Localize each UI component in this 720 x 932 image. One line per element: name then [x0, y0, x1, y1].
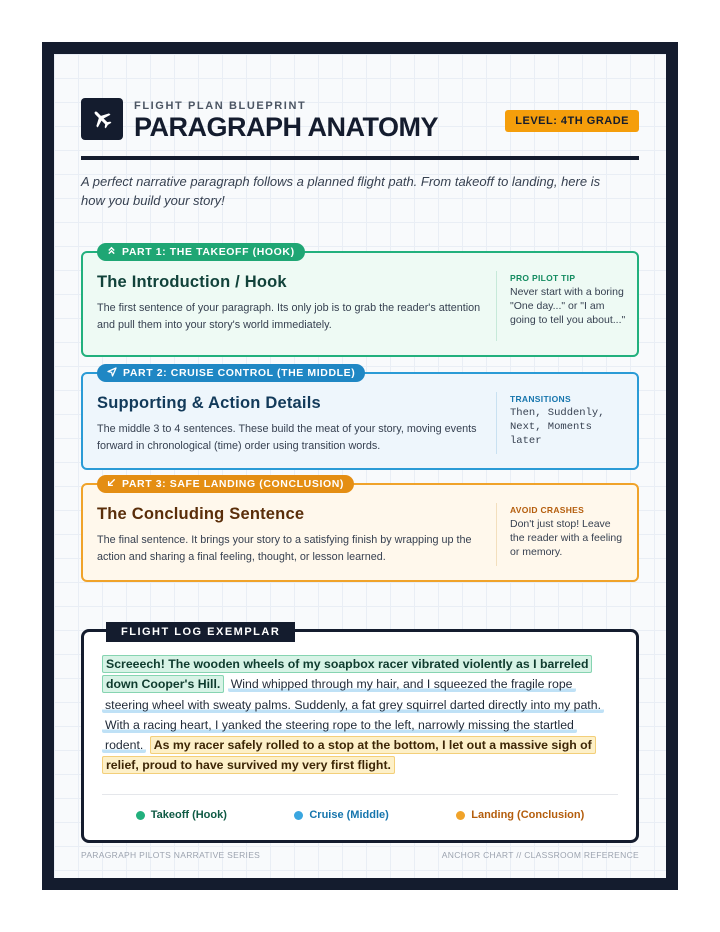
part-tag-label: PART 1: THE TAKEOFF (HOOK) — [122, 246, 295, 258]
flight-log-exemplar — [81, 626, 639, 843]
footer-left: PARAGRAPH PILOTS NARRATIVE SERIES — [81, 850, 261, 860]
hook-sentence: Screeech! The wooden wheels of my soapbox racer vibrated violently as I barreled down Cooper's Hill. — [102, 655, 592, 693]
legend-item-landing — [456, 809, 584, 821]
part-heading: Supporting & Action Details — [97, 394, 321, 412]
sidebar-body: Don't just stop! Leave the reader with a feeling or memory. — [510, 518, 623, 558]
part-heading: The Concluding Sentence — [97, 505, 305, 523]
chevrons-up-icon — [107, 246, 116, 258]
part-card-cruise — [81, 367, 639, 470]
part-sidebar — [496, 503, 626, 566]
airplane-icon — [81, 98, 123, 140]
part-heading: The Introduction / Hook — [97, 273, 287, 291]
legend-dot — [136, 811, 145, 820]
part-card-landing — [81, 478, 639, 582]
level-badge: LEVEL: 4TH GRADE — [505, 110, 639, 132]
navigation-arrow-icon — [107, 367, 117, 380]
part-tag-cruise — [97, 364, 365, 382]
exemplar-legend — [102, 794, 618, 821]
part-tag-label: PART 3: SAFE LANDING (CONCLUSION) — [122, 478, 345, 490]
legend-item-takeoff — [136, 809, 227, 821]
part-tag-takeoff — [97, 243, 305, 261]
exemplar-paragraph — [102, 654, 618, 776]
part-card-takeoff — [81, 246, 639, 357]
part-body: The first sentence of your paragraph. Its only job is to grab the reader's attention and pull them into your story's world immediately. — [97, 302, 481, 331]
intro-text: A perfect narrative paragraph follows a planned flight path. From takeoff to landing, here is how you build your story! — [81, 174, 601, 208]
legend-label: Landing (Conclusion) — [471, 809, 585, 821]
landing-sentence: As my racer safely rolled to a stop at the bottom, I let out a massive sigh of relief, proud to have survived my very first flight. — [102, 736, 596, 774]
part-body: The middle 3 to 4 sentences. These build the meat of your story, moving events forward in chronological (time) order using transition words. — [97, 423, 477, 452]
legend-dot — [456, 811, 465, 820]
legend-dot — [294, 811, 303, 820]
sidebar-title: AVOID CRASHES — [510, 505, 585, 515]
middle-sentences: Wind whipped through my hair, and I squeezed the fragile rope steering wheel with sweaty palms. Suddenly, a fat grey squirrel darted directly into my path. With a racing heart, I yanked the steering rope to the left, narrowly missing the startled rodent. — [102, 676, 604, 753]
part-sidebar — [496, 271, 626, 341]
footer-right: ANCHOR CHART // CLASSROOM REFERENCE — [441, 850, 639, 860]
part-body: The final sentence. It brings your story to a satisfying finish by wrapping up the action and sharing a final feeling, thought, or lesson learned. — [97, 534, 472, 563]
sidebar-body: Never start with a boring "One day..." or "I am going to tell you about..." — [510, 286, 626, 326]
legend-item-cruise — [294, 809, 388, 821]
part-tag-landing — [97, 475, 354, 493]
part-sidebar — [496, 392, 626, 454]
legend-label: Cruise (Middle) — [309, 809, 389, 821]
sidebar-title: TRANSITIONS — [510, 394, 571, 404]
header-eyebrow: FLIGHT PLAN BLUEPRINT — [134, 100, 307, 112]
sidebar-body: Then, Suddenly, Next, Moments later — [510, 407, 605, 447]
footer — [81, 850, 639, 860]
page-title: PARAGRAPH ANATOMY — [134, 112, 439, 142]
exemplar-tag: FLIGHT LOG EXEMPLAR — [106, 622, 295, 642]
header — [81, 98, 639, 144]
sidebar-title: PRO PILOT TIP — [510, 273, 576, 283]
header-divider — [81, 156, 639, 160]
arrow-down-left-icon — [107, 478, 116, 490]
legend-label: Takeoff (Hook) — [150, 809, 227, 821]
poster-frame — [42, 42, 678, 890]
anchor-chart-sheet — [54, 54, 666, 878]
part-tag-label: PART 2: CRUISE CONTROL (THE MIDDLE) — [123, 367, 356, 379]
